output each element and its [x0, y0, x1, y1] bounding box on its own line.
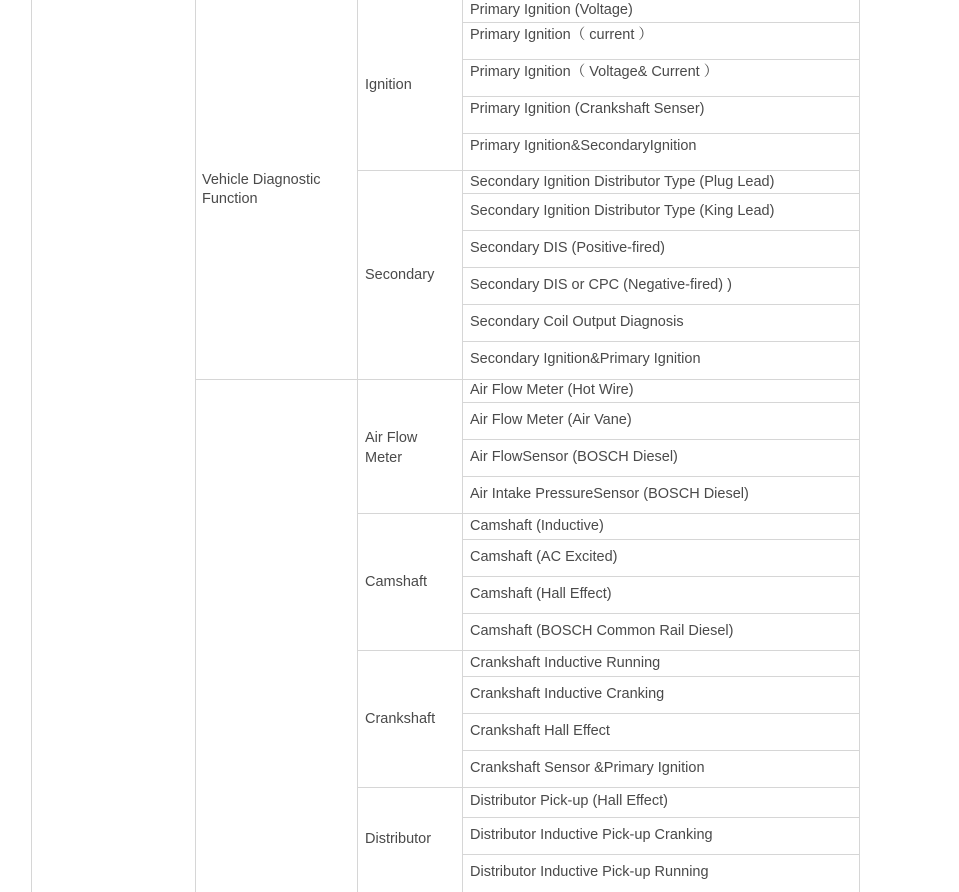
row-divider	[462, 133, 859, 134]
item-distributor-1: Distributor Pick-up (Hall Effect)	[470, 793, 668, 809]
category-label-crankshaft: Crankshaft	[365, 711, 436, 727]
item-secondary-2: Secondary Ignition Distributor Type (King Lead)	[470, 203, 775, 219]
table-right-border	[859, 0, 860, 892]
category-label-ignition: Ignition	[365, 77, 412, 93]
row-divider	[462, 22, 859, 23]
item-air-flow-meter-4: Air Intake PressureSensor (BOSCH Diesel)	[470, 486, 749, 502]
row-divider	[462, 267, 859, 268]
col1-left-border	[195, 0, 196, 892]
group-divider-camshaft	[357, 513, 859, 514]
row-divider	[462, 304, 859, 305]
item-ignition-2: Primary Ignition（ current ）	[470, 27, 653, 43]
col1-group-divider	[195, 379, 357, 380]
row-divider	[462, 230, 859, 231]
category-label-distributor: Distributor	[365, 831, 432, 847]
row-divider	[462, 676, 859, 677]
item-secondary-5: Secondary Coil Output Diagnosis	[470, 314, 684, 330]
item-ignition-4: Primary Ignition (Crankshaft Senser)	[470, 101, 705, 117]
group-divider-distributor	[357, 787, 859, 788]
item-ignition-5: Primary Ignition&SecondaryIgnition	[470, 138, 697, 154]
row-divider	[462, 750, 859, 751]
item-secondary-6: Secondary Ignition&Primary Ignition	[470, 351, 701, 367]
category-label-air-flow-meter: Air Flow Meter	[365, 430, 418, 466]
item-air-flow-meter-2: Air Flow Meter (Air Vane)	[470, 412, 632, 428]
row-divider	[462, 817, 859, 818]
category-label-secondary: Secondary	[365, 267, 435, 283]
item-crankshaft-4: Crankshaft Sensor &Primary Ignition	[470, 760, 705, 776]
item-crankshaft-2: Crankshaft Inductive Cranking	[470, 686, 665, 702]
group-divider-secondary	[357, 170, 859, 171]
item-crankshaft-3: Crankshaft Hall Effect	[470, 723, 610, 739]
row-divider	[462, 402, 859, 403]
item-secondary-1: Secondary Ignition Distributor Type (Plug Lead)	[470, 174, 775, 190]
item-crankshaft-1: Crankshaft Inductive Running	[470, 655, 661, 671]
item-camshaft-1: Camshaft (Inductive)	[470, 518, 604, 534]
item-ignition-1: Primary Ignition (Voltage)	[470, 2, 633, 18]
col2-left-border	[357, 0, 358, 892]
row-divider	[462, 193, 859, 194]
row-divider	[462, 476, 859, 477]
table-outer-left-border	[31, 0, 32, 892]
group-divider-crankshaft	[357, 650, 859, 651]
row-divider	[462, 341, 859, 342]
row-divider	[462, 439, 859, 440]
category-label-camshaft: Camshaft	[365, 574, 428, 590]
row-divider	[462, 539, 859, 540]
row-divider	[462, 576, 859, 577]
item-secondary-4: Secondary DIS or CPC (Negative-fired) )	[470, 277, 732, 293]
item-distributor-3: Distributor Inductive Pick-up Running	[470, 864, 709, 880]
item-air-flow-meter-1: Air Flow Meter (Hot Wire)	[470, 382, 634, 398]
row-divider	[462, 613, 859, 614]
row-divider	[462, 96, 859, 97]
item-camshaft-2: Camshaft (AC Excited)	[470, 549, 618, 565]
row-divider	[462, 713, 859, 714]
item-camshaft-4: Camshaft (BOSCH Common Rail Diesel)	[470, 623, 734, 639]
item-ignition-3: Primary Ignition（ Voltage& Current ）	[470, 64, 719, 80]
row-divider	[462, 59, 859, 60]
item-camshaft-3: Camshaft (Hall Effect)	[470, 586, 612, 602]
vehicle-diagnostic-function-label: Vehicle Diagnostic Function	[202, 172, 321, 207]
item-distributor-2: Distributor Inductive Pick-up Cranking	[470, 827, 713, 843]
item-air-flow-meter-3: Air FlowSensor (BOSCH Diesel)	[470, 449, 678, 465]
row-divider	[462, 854, 859, 855]
group-divider-air-flow-meter	[357, 379, 859, 380]
item-secondary-3: Secondary DIS (Positive-fired)	[470, 240, 666, 256]
